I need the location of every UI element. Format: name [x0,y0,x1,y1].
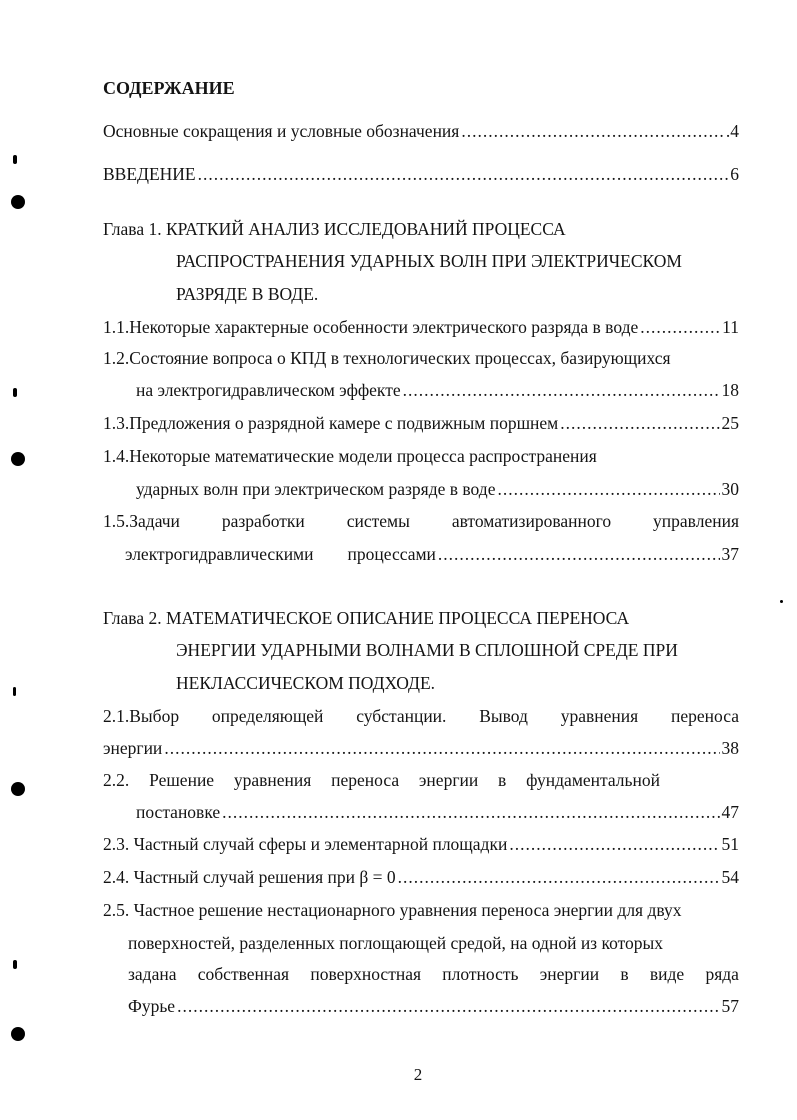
toc-title: СОДЕРЖАНИЕ [103,78,235,98]
binding-hole-mark [11,452,25,466]
toc-page-number: 51 [721,834,739,854]
toc-word: в [498,770,507,790]
toc-entry-text: процессами [347,544,436,564]
scan-speck [13,960,17,969]
toc-page-number: 30 [721,479,739,499]
toc-page-number: 38 [721,738,739,758]
toc-entry-text: электрогидравлическими [125,544,314,564]
chapter-1-heading-line-3: РАЗРЯДЕ В ВОДЕ. [176,284,319,304]
toc-word: 2.2. [103,770,130,790]
toc-entry-text: 1.1.Некоторые характерные особенности электрического разряда в воде [103,317,639,337]
toc-word: переноса [671,706,739,726]
leader-dots [198,163,729,185]
toc-word: 2.1.Выбор [103,706,180,726]
toc-word: 1.5.Задачи [103,511,180,531]
toc-word: переноса [331,770,400,790]
chapter-1-heading: Глава 1. КРАТКИЙ АНАЛИЗ ИССЛЕДОВАНИЙ ПРОЦЕССА [103,219,566,239]
chapter-2-heading: Глава 2. МАТЕМАТИЧЕСКОЕ ОПИСАНИЕ ПРОЦЕССА ПЕРЕНОСА [103,608,630,628]
toc-entry-text: 1.3.Предложения о разрядной камере с подвижным поршнем [103,413,559,433]
toc-page-number: 37 [721,544,739,564]
toc-word: собственная [197,964,290,984]
toc-word: плотность [442,964,519,984]
toc-word: субстанции. [356,706,447,726]
toc-entry-1-2[interactable]: 1.2.Состояние вопроса о КПД в технологических процессах, базирующихся [103,348,671,368]
toc-page-number: .4 [725,121,739,141]
toc-entry-abbreviations[interactable] [103,120,739,142]
toc-entry-1-5[interactable] [103,510,739,532]
toc-word: управления [653,511,739,531]
toc-word: фундаментальной [526,770,660,790]
toc-entry-2-2-continuation[interactable] [136,801,739,823]
toc-page-number: 47 [721,802,739,822]
leader-dots [438,543,720,565]
toc-entry-1-3[interactable] [103,412,739,434]
leader-dots [177,995,719,1017]
toc-entry-text: Основные сокращения и условные обозначения [103,121,460,141]
toc-word: Решение [149,770,215,790]
toc-entry-1-4[interactable]: 1.4.Некоторые математические модели процесса распространения [103,446,597,466]
toc-entry-text: ВВЕДЕНИЕ [103,164,196,184]
toc-entry-text: Фурье [128,996,176,1016]
toc-word: Вывод [479,706,528,726]
toc-word: энергии [418,770,479,790]
leader-dots [497,478,719,500]
toc-entry-2-2[interactable] [103,769,660,791]
toc-word: системы [346,511,410,531]
toc-page-number: 18 [721,380,739,400]
toc-entry-text: ударных волн при электрическом разряде в воде [136,479,496,499]
leader-dots [640,316,720,338]
toc-word: разработки [221,511,305,531]
toc-entry-text: на электрогидравлическом эффекте [136,380,401,400]
toc-word: в [620,964,629,984]
toc-entry-2-4[interactable] [103,866,739,888]
toc-entry-1-4-continuation[interactable] [136,478,739,500]
toc-entry-2-3[interactable] [103,833,739,855]
scan-speck [13,155,17,164]
leader-dots [403,379,720,401]
toc-entry-text: постановке [136,802,221,822]
toc-page-number: 57 [721,996,739,1016]
leader-dots [560,412,719,434]
chapter-2-heading-line-2: ЭНЕРГИИ УДАРНЫМИ ВОЛНАМИ В СПЛОШНОЙ СРЕДЕ ПРИ [176,640,678,660]
scan-speck [780,600,783,603]
toc-entry-1-2-continuation[interactable] [136,379,739,401]
toc-word: поверхностная [310,964,422,984]
toc-entry-2-5[interactable]: 2.5. Частное решение нестационарного уравнения переноса энергии для двух [103,900,682,920]
toc-entry-1-5-continuation[interactable] [125,543,739,565]
toc-word: задана [128,964,177,984]
scan-speck [13,388,17,397]
page-number: 2 [413,1065,423,1084]
binding-hole-mark [11,1027,25,1041]
toc-word: автоматизированного [451,511,612,531]
toc-entry-1-1[interactable] [103,316,739,338]
leader-dots [509,833,719,855]
toc-entry-introduction[interactable] [103,163,739,185]
toc-word: уравнения [233,770,312,790]
toc-word: виде [649,964,685,984]
toc-entry-text: 2.4. Частный случай решения при β = 0 [103,867,396,887]
toc-entry-text: 2.3. Частный случай сферы и элементарной площадки [103,834,508,854]
leader-dots [164,737,719,759]
toc-word: ряда [705,964,739,984]
chapter-1-heading-line-2: РАСПРОСТРАНЕНИЯ УДАРНЫХ ВОЛН ПРИ ЭЛЕКТРИЧЕСКОМ [176,251,682,271]
binding-hole-mark [11,195,25,209]
toc-word: уравнения [560,706,639,726]
toc-page-number: 6 [730,164,739,184]
leader-dots [398,866,720,888]
toc-entry-2-5-line-3[interactable] [128,963,739,985]
binding-hole-mark [11,782,25,796]
chapter-2-heading-line-3: НЕКЛАССИЧЕСКОМ ПОДХОДЕ. [176,673,436,693]
toc-entry-text: энергии [103,738,163,758]
toc-entry-2-1-continuation[interactable] [103,737,739,759]
scan-speck [13,687,16,696]
leader-dots [461,120,724,142]
leader-dots [222,801,719,823]
toc-word: энергии [539,964,600,984]
toc-page-number: 11 [722,317,739,337]
toc-entry-2-5-line-2[interactable]: поверхностей, разделенных поглощающей средой, на одной из которых [128,933,664,953]
toc-entry-2-1[interactable] [103,705,739,727]
toc-page-number: 54 [721,867,739,887]
toc-page-number: 25 [721,413,739,433]
toc-word: определяющей [211,706,324,726]
toc-entry-2-5-continuation[interactable] [128,995,739,1017]
